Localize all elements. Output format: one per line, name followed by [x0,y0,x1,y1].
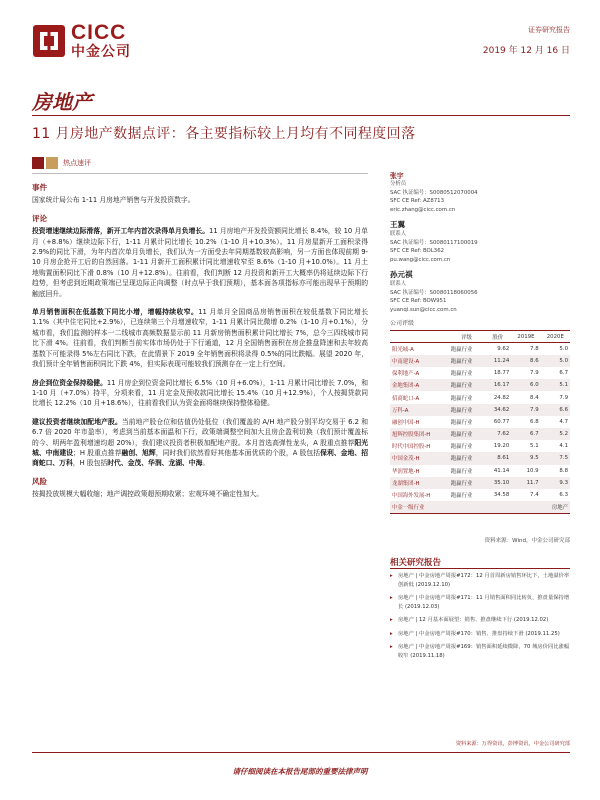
related-research-title: 相关研究报告 [390,558,442,568]
legal-disclaimer: 请仔细阅读在本报告尾部的重要法律声明 [232,767,368,776]
logo-cn: 中金公司 [71,44,131,60]
company-name: 保利地产-A [392,371,420,378]
company-pe-2019: 6.0 [511,379,540,391]
report-date: 2019 年 12 月 16 日 [482,46,570,56]
company-pe-2020: 5.0 [541,355,570,367]
company-name: 中国金茂-H [390,452,449,464]
company-rating-table [390,330,570,514]
company-price: 34.62 [484,404,511,416]
company-pe-2020: 7.5 [541,452,570,464]
risk-text: 按揭投放规模大幅收缩；地产调控政策超预期收紧；宏观环境不确定性加大。 [32,490,264,499]
paragraph-body-6: ，H 股包括 [72,459,108,468]
analyst-sfc: SFC CE Ref: BOW951 [390,298,447,304]
table-header-row [390,331,570,343]
company-name: 中南建设-A [390,355,449,367]
company-rating: 跑赢行业 [449,404,485,416]
stock-picks-a: 阳光城、中南建设 [32,438,368,457]
stock-other-h: 时代、金茂、华润、龙湖、中海 [107,459,203,468]
footer-divider [32,752,570,753]
table-row [390,404,570,416]
related-report-text: 房地产 | 中金房地产周报#169：销售面积延续微降，70 城房价同比涨幅收窄 (2019.11.18) [398,644,570,659]
title-divider [32,115,570,116]
comment-paragraph-funding [32,378,368,409]
table-row [390,416,570,428]
analyst-name: 王翼 [390,220,405,229]
related-research-list [390,572,570,665]
paragraph-lead: 投资增速继续边际滑落，新开工年内首次录得单月负增长。 [32,227,210,236]
company-price: 60.77 [493,418,510,425]
company-price: 35.10 [484,477,511,489]
company-pe-2019 [511,501,540,513]
paragraph-body: 11 月房企到位资金同比增长 6.5%（10 月+6.0%），1-11 月累计同比增长 7.0%，和 1-10 月（+7.0%）持平，分项来看，11 月定金及预收款同比增长 15.4%（10 月+12.9%），个人按揭贷款同比增长 12.2%（10 月+18.6%），往前看我们认为资金面将继续保持整体稳健。 [32,378,369,408]
company-name: 融创中国-H [392,419,420,426]
company-name: 华润置地-H [392,468,420,475]
related-report-link[interactable] [390,630,570,639]
analyst-sfc: SFC CE Ref: BOL362 [390,248,445,254]
table-row [390,477,570,489]
bullet-icon: ▸ [390,573,393,579]
company-name: 阳光城-A [392,347,414,354]
cicc-logo-icon [32,24,66,58]
table-row [390,367,570,379]
company-pe-2019: 5.1 [530,443,539,450]
comment-heading: 评论 [32,213,47,223]
company-pe-2020: 4.7 [559,418,568,425]
analyst-panel [390,170,570,319]
company-pe-2019: 8.6 [511,355,540,367]
company-pe-2020: 6.7 [559,370,568,377]
company-pe-2020: 房地产 [541,501,570,513]
table-row [390,501,570,513]
comment-paragraph-investment [32,226,368,299]
col-header-rating: 评级 [449,331,485,343]
company-pe-2019: 11.7 [511,477,540,489]
company-price: 41.14 [493,467,510,474]
event-text: 国家统计局公布 1-11 月房地产销售与开发投资数字。 [32,196,195,205]
col-header-pe2019: 2019E [511,331,540,343]
report-tag [32,157,91,169]
col-header-pe2020: 2020E [541,331,570,343]
company-price: 9.62 [497,346,510,353]
company-pe-2019: 7.9 [511,404,540,416]
company-pe-2019: 10.9 [526,467,539,474]
company-pe-2019: 7.8 [530,346,539,353]
related-report-link[interactable] [390,594,570,611]
paragraph-body-2: ；H 股重点推荐 [73,448,122,457]
table-row [390,391,570,403]
company-rating: 跑赢行业 [450,468,473,475]
tag-square-accent-icon [46,157,58,169]
company-rating: 跑赢行业 [450,371,473,378]
analyst-role: 联系人 [390,281,407,287]
report-type: 证券研究报告 [528,26,570,34]
company-pe-2019: 7.9 [530,370,539,377]
company-price: 19.20 [493,443,510,450]
company-price: 24.82 [493,394,510,401]
company-rating: 跑赢行业 [450,347,473,354]
logo-en: CICC [71,21,127,44]
paragraph-lead: 建议投资者继续加配地产股。 [32,417,122,426]
company-price: 11.24 [484,355,511,367]
paragraph-lead: 房企到位资金保持稳健。 [32,378,107,387]
company-price: 8.61 [484,452,511,464]
company-price: 18.77 [493,370,510,377]
report-title: 11 月房地产数据点评：各主要指标较上月均有不同程度回落 [32,126,416,142]
bullet-icon: ▸ [390,630,393,637]
related-divider [390,568,570,569]
analyst-name: 孙元祺 [390,270,413,279]
company-price: 34.58 [493,492,510,499]
related-report-text: 房地产 | 12 月基本面展望：销售、推盘继续下行 (2019.12.02) [398,617,549,623]
company-name: 时代中国控股-H [392,444,431,451]
analyst-sac: SAC 执证编号：S0080117100019 [390,239,478,246]
company-price: 7.62 [484,428,511,440]
paragraph-lead: 单月销售面积在低基数下同比小增，增幅持续收窄。 [32,308,199,317]
company-pe-2019: 7.4 [530,492,539,499]
company-name: 中国海外发展-H [392,493,431,500]
company-pe-2020: 9.3 [541,477,570,489]
sector-title: 房地产 [32,90,92,114]
analyst-email[interactable]: pu.wang@cicc.com.cn [390,256,451,263]
paragraph-body-8: 。 [202,459,210,468]
table-source: 资料来源：Wind，中金公司研究部 [484,538,570,544]
analyst-card [390,180,570,214]
company-rating [449,501,485,513]
table-row [390,452,570,464]
analyst-sac: SAC 执证编号：S0080512070004 [390,189,478,196]
tag-label: 热点速评 [63,159,91,167]
event-heading: 事件 [32,183,47,192]
paragraph-body-4: ，同时我们依然看好其他基本面优质的个股，A 股包括 [155,448,321,457]
stock-picks-h: 融创、旭辉 [121,448,156,457]
company-rating: 跑赢行业 [449,428,485,440]
company-name: 旭辉控股集团-H [390,428,449,440]
analyst-email[interactable]: eric.zhang@cicc.com.cn [390,206,456,213]
company-pe-2019: 6.8 [530,418,539,425]
paragraph-body-0: 当前地产股仓位和估值仍处低位（我们覆盖的 A/H 地产股分别平均交易于 6.2 和 6.7 倍 2020 年市盈率），考虑到当前基本面温和下行，政策端调整空间加大且房企盈利切换（我们预计覆盖标的今、明两年盈利增速均超 20%），我们建议投资者积极加配地产股。本月首选高弹性龙头，A 股重点推荐 [32,417,368,447]
company-table-body [390,343,570,514]
company-name: 招商蛇口-A [392,395,420,402]
table-row [390,355,570,367]
company-pe-2020: 5.1 [541,379,570,391]
lead-analyst-name: 张宇 [390,172,404,180]
company-rating: 跑赢行业 [449,379,485,391]
company-table-title: 公司评级 [390,320,415,327]
tag-divider [32,173,368,174]
analyst-role: 分析员 [390,181,407,187]
related-report-text: 房地产 | 中金房地产周报#172：12 月首周新房销售环比下，土地溢价率创新低 (2019.12.10) [398,573,570,588]
bullet-icon: ▸ [390,644,393,650]
company-pe-2020: 8.8 [559,467,568,474]
company-name: 中金一级行业 [390,501,449,513]
company-rating: 跑赢行业 [450,419,473,426]
related-report-link[interactable] [390,616,570,625]
col-header-price: 股价 [484,331,511,343]
stock-other-a: 保利、金地、招商蛇口、万科 [32,448,369,468]
company-name: 金地集团-A [390,379,449,391]
paragraph-body: 11 月房地产开发投资额同比增长 8.4%，较 10 月单月（+8.8%）继续边际下行，1-11 月累计同比增长 10.2%（1-10 月+10.3%）。11 月房屋新开工面积录得 2.9%的同比下滑，为年内首次单月负增长，我们认为一方面受去年同期基数较高影响，另一方面也体现前期 9-10 月房企抢开工后的自然回落。1-11 月新开工面积累计同比增速收窄至 8.6%（1-10 月+10.0%）。11 月土地购置面积同比下滑 0.8%（10 月+12.8%）。往前看，我们判断 12 月投资和新开工大概率仍将延续边际下行趋势，但考虑到近期政策端已呈现边际正向调整（时点早于我们预期），基本面各项指标亦可能出现早于预期的触底回升。 [32,227,369,298]
analyst-card [390,219,570,264]
company-pe-2020: 5.0 [559,346,568,353]
analyst-card [390,269,570,314]
bullet-icon: ▸ [390,617,393,623]
company-pe-2019: 8.4 [530,394,539,401]
company-price: 16.17 [484,379,511,391]
source-footer: 资料来源：万得资讯，彭博资讯，中金公司研究部 [455,741,570,747]
company-pe-2020: 5.2 [541,428,570,440]
company-name: 万科-A [390,404,449,416]
table-row [390,489,570,501]
company-pe-2020: 7.9 [559,394,568,401]
company-price [484,501,511,513]
tag-square-icon [32,157,44,169]
table-row [390,343,570,355]
cicc-logo [32,22,131,59]
risk-heading: 风险 [32,476,47,486]
analyst-sfc: SFC CE Ref: AZ8713 [390,198,445,204]
company-pe-2019: 6.7 [511,428,540,440]
company-rating: 跑赢行业 [450,395,473,402]
company-rating: 跑赢行业 [449,355,485,367]
analyst-role: 联系人 [390,231,407,237]
company-rating: 跑赢行业 [449,477,485,489]
company-name: 龙湖集团-H [390,477,449,489]
comment-paragraph-sales [32,307,368,369]
table-row [390,440,570,452]
company-pe-2020: 6.3 [559,492,568,499]
comment-paragraph-recommendation [32,417,368,469]
bullet-icon: ▸ [390,595,393,601]
analyst-email[interactable]: yuanqi.sun@cicc.com.cn [390,306,457,313]
company-rating: 跑赢行业 [450,444,473,451]
table-row [390,428,570,440]
related-report-link[interactable] [390,643,570,660]
company-pe-2019: 9.5 [511,452,540,464]
company-rating: 跑赢行业 [449,452,485,464]
table-row [390,465,570,477]
paragraph-body: 11 月单月全国商品房销售面积在较低基数下同比增长 1.1%（其中住宅同比+2.9%），已连续第三个月增速收窄，1-11 月累计同比微增 0.2%（1-10 月+0.1%），分城市看，我们监测的样本一二线城市高频数据显示前 11 月新房销售面积累计同比增长 7%，总今三四线城市同比下滑 4%。往前看，我们判断当前实体市场仍处于下行通道，12 月全国销售面积在房企推盘降速和去年较高基数下可能录得 5%左右同比下跌，在此情景下 2019 全年销售面积将录得 0.5%的同比跌幅。展望 2020 年，我们预计全年销售面积同比下跌 4%，但实际表现可能较我们预测存在一定上行空间。 [32,308,369,369]
table-row [390,379,570,391]
col-header-company [390,331,449,343]
main-content [32,183,368,508]
related-report-link[interactable] [390,572,570,589]
related-report-text: 房地产 | 中金房地产周报#170：销售、推盘持续下滑 (2019.11.25) [398,630,560,637]
company-pe-2020: 6.6 [541,404,570,416]
analyst-sac: SAC 执证编号：S0080118060056 [390,289,478,296]
related-report-text: 房地产 | 中金房地产周报#171：11 月销售面积同比转负，推盘量保持增长 (2019.12.03) [398,595,570,610]
company-pe-2020: 4.1 [559,443,568,450]
company-rating: 跑赢行业 [450,493,473,500]
